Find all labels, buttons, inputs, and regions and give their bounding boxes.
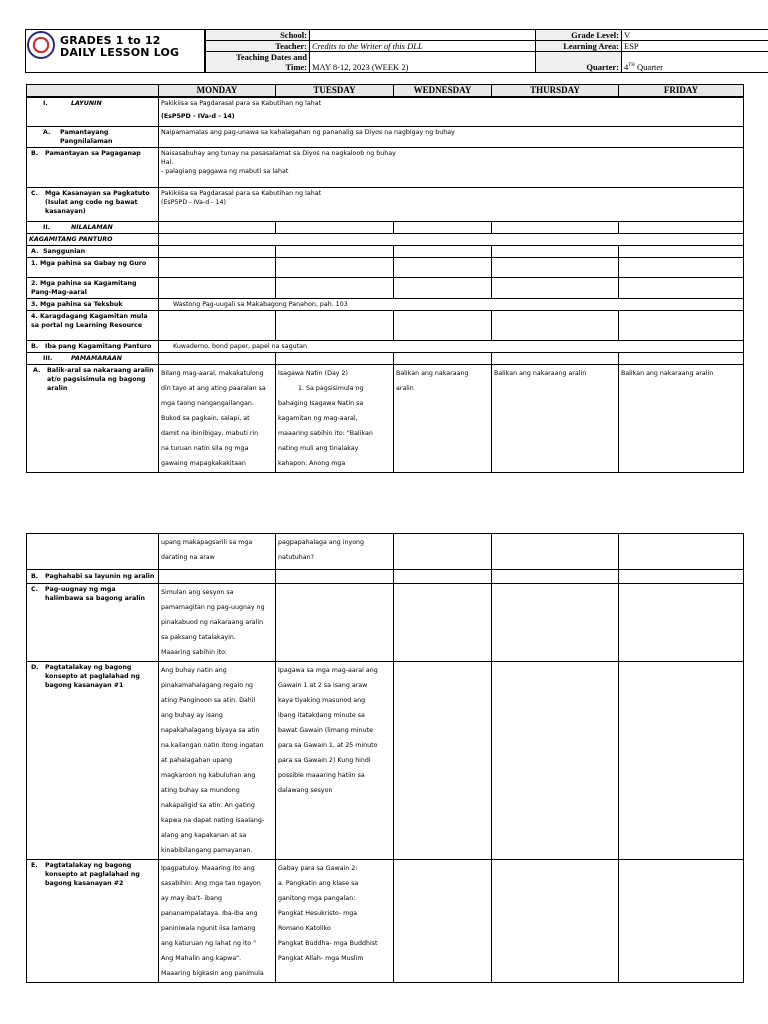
row-paghahabi-label — [27, 570, 159, 584]
layunin-content — [159, 98, 744, 127]
cell — [619, 258, 744, 278]
cell — [492, 353, 619, 365]
cont-tue-line: natutuhan? — [278, 554, 314, 561]
cell — [394, 860, 492, 983]
grade-level-value: V — [622, 30, 768, 41]
balik-monday — [159, 365, 276, 473]
cont-mon-line: darating na araw — [161, 554, 215, 561]
balik-mon-line: Bilang mag-aaral, makakatulong — [161, 370, 264, 377]
cell — [394, 662, 492, 860]
e-tue-line: Pangkat Buddha- mga Buddhist — [278, 940, 378, 947]
row-layunin-label — [27, 98, 159, 127]
c-num: C. — [31, 190, 39, 197]
cell — [276, 570, 394, 584]
school-label: School: — [206, 30, 310, 41]
cell — [276, 353, 394, 365]
row-pamamaraan-label — [27, 353, 159, 365]
a-label: Pamantayang Pangnilalaman — [60, 129, 113, 145]
cell — [492, 860, 619, 983]
cell — [619, 570, 744, 584]
cell — [159, 278, 276, 299]
cell — [159, 222, 276, 234]
lesson-table-page2 — [26, 533, 744, 983]
e-tue-line: Gabay para sa Gawain 2: — [278, 865, 358, 872]
quarter-value — [622, 52, 768, 73]
balik-tue-line: maaaring sabihin ito: "Balikan — [278, 430, 373, 437]
d-mon-line: alang ang kapakanan at sa — [161, 832, 247, 839]
cell — [492, 584, 619, 662]
cell — [619, 860, 744, 983]
iba-label: Iba pang Kagamitang Panturo — [45, 343, 152, 350]
balik-friday: Balikan ang nakaraang aralin — [619, 365, 744, 473]
cell — [492, 570, 619, 584]
cell — [394, 584, 492, 662]
d-mon-line: napakahalagang biyaya sa atin — [161, 727, 260, 734]
row-gabay-label: 1. Mga pahina sa Gabay ng Guro — [27, 258, 159, 278]
d-tue-line: possible maaaring hatiin sa — [278, 772, 365, 779]
cell — [492, 258, 619, 278]
header-info-table — [205, 29, 768, 73]
quarter-num: 4 — [624, 62, 629, 72]
cell — [492, 222, 619, 234]
e-tue-line: Pangkat Hesukristo- mga — [278, 910, 358, 917]
cont-mon-line: upang makapagsarili sa mga — [161, 539, 253, 546]
row-sanggunian-label — [27, 246, 159, 258]
balik-mon-line: din tayo at ang ating paaralan sa — [161, 385, 266, 392]
day-thursday: THURSDAY — [492, 85, 619, 97]
pagtatalakay-2-tuesday — [276, 860, 394, 983]
d-tue-line: ibang itatakdang minute sa — [278, 712, 365, 719]
d-tue-line: dalawang sesyon — [278, 787, 333, 794]
cell — [159, 258, 276, 278]
cell — [492, 534, 619, 570]
sanggunian-label: Sanggunian — [43, 248, 86, 255]
cell — [492, 662, 619, 860]
cell — [492, 278, 619, 299]
balik-tue-line: kahapon. Anong mga — [278, 460, 346, 467]
balik-wednesday — [394, 365, 492, 473]
days-corner — [27, 85, 159, 97]
p2-d-num: D. — [31, 664, 39, 671]
cell — [619, 246, 744, 258]
cell — [394, 258, 492, 278]
e-mon-line: Maaaring bigkasin ang panimula — [161, 970, 264, 977]
row-a-label — [27, 127, 159, 148]
row-iba-label — [27, 341, 159, 353]
p2-c-num: C. — [31, 586, 39, 593]
row-b-label — [27, 148, 159, 188]
c-mon-line: Maaaring sabihin ito: — [161, 649, 228, 656]
cell — [276, 246, 394, 258]
learning-area-label: Learning Area: — [536, 41, 622, 52]
p2-e-num: E. — [31, 862, 38, 869]
cell — [619, 662, 744, 860]
balik-mon-line: gawaing mapagkakakitaan — [161, 460, 246, 467]
cont-tue-line: pagpapahalaga ang inyong — [278, 539, 365, 546]
balik-tuesday — [276, 365, 394, 473]
sang-num: A. — [31, 248, 39, 255]
school-value — [310, 30, 536, 41]
cell — [394, 246, 492, 258]
d-mon-line: ating buhay sa mundong — [161, 787, 240, 794]
days-header — [26, 84, 744, 97]
a-num: A. — [43, 129, 51, 136]
b-num: B. — [31, 150, 39, 157]
layunin-code: (EsP5PD - IVa-d - 14) — [161, 113, 235, 120]
dates-label-line1: Teaching Dates and — [235, 52, 307, 62]
balik-thursday: Balikan ang nakaraang aralin — [492, 365, 619, 473]
pag-uugnay-label: Pag-uugnay ng mga halimbawa sa bagong aralin — [45, 586, 145, 602]
balik-label: Balik-aral sa nakaraang aralin at/o pagsisimula ng bagong aralin — [47, 367, 154, 392]
balik-mon-line: damit na ibinibigay, mabuti rin — [161, 430, 259, 437]
quarter-word: Quarter — [634, 62, 664, 72]
row-nilalaman-label — [27, 222, 159, 234]
dates-label-line2: Time: — [285, 62, 307, 72]
d-tue-line: Ipagawa sa mga mag-aaral ang — [278, 667, 378, 674]
cell — [394, 311, 492, 341]
cell — [394, 222, 492, 234]
cell — [276, 258, 394, 278]
balik-mon-line: mga taong nangangailangan. — [161, 400, 254, 407]
c-mon-line: Simulan ang sesyon sa — [161, 589, 234, 596]
c-text2: (EsP5PD - IVa-d - 14) — [161, 199, 226, 206]
row-kagamitang-mag-aaral-label: 2. Mga pahina sa Kagamitang Pang-Mag-aaral — [27, 278, 159, 299]
b-text2: Hal. — [161, 159, 174, 166]
p2-b-num: B. — [31, 573, 39, 580]
balik-mon-line: na turuan natin sila ng mga — [161, 445, 249, 452]
cell — [276, 278, 394, 299]
e-tue-line: a. Pangkatin ang klase sa — [278, 880, 359, 887]
day-tuesday: TUESDAY — [276, 85, 394, 97]
cell — [394, 534, 492, 570]
e-mon-line: pananampalataya. Iba-iba ang — [161, 910, 258, 917]
kagamitang-label: KAGAMITANG PANTURO — [29, 236, 113, 243]
cell — [276, 222, 394, 234]
cell — [394, 570, 492, 584]
c-mon-line: pamamagitan ng pag-uugnay ng — [161, 604, 265, 611]
row-c-label — [27, 188, 159, 222]
cell — [492, 246, 619, 258]
a-text: Naipamamalas ang pag-unawa sa kahalagahan ng pananalig sa Diyos na nagbigay ng buhay — [159, 127, 744, 148]
balik-tue-line: 1. Sa pagsisimula ng — [278, 385, 364, 392]
grade-level-label: Grade Level: — [536, 30, 622, 41]
e-mon-line: ang katuruan ng lahat ng ito " — [161, 940, 257, 947]
c-mon-line: pinakabuod ng nakaraang aralin — [161, 619, 264, 626]
teacher-label: Teacher: — [206, 41, 310, 52]
d-mon-line: Ang buhay natin ang — [161, 667, 227, 674]
nilalaman-label: NILALAMAN — [71, 224, 113, 231]
continuation-monday — [159, 534, 276, 570]
quarter-sup: TH — [628, 63, 635, 69]
layunin-num: I. — [43, 100, 48, 107]
layunin-text: Pakikiisa sa Pagdarasal para sa Kabutihan ng lahat — [161, 100, 322, 107]
balik-wed-line: aralin — [396, 385, 414, 392]
day-friday: FRIDAY — [619, 85, 744, 97]
cell — [159, 353, 276, 365]
row-kagamitang-label — [27, 234, 159, 246]
day-monday: MONDAY — [159, 85, 276, 97]
layunin-label: LAYUNIN — [71, 100, 102, 107]
balik-tue-line: Isagawa Natin (Day 2) — [278, 370, 348, 377]
d-tue-line: Gawain 1 at 2 sa isang araw — [278, 682, 368, 689]
quarter-label: Quarter: — [536, 52, 622, 73]
cell — [276, 584, 394, 662]
d-mon-line: kinabibilangang pamayanan. — [161, 847, 253, 854]
d-mon-line: magkaroon ng kabuluhan ang — [161, 772, 256, 779]
balik-mon-line: Bukod sa pagkain, salapi, at — [161, 415, 250, 422]
e-tue-line: Pangkat Allah- mga Muslim — [278, 955, 364, 962]
cell — [619, 311, 744, 341]
iba-num: B. — [31, 343, 39, 350]
e-tue-line: Romano Katoliko — [278, 925, 331, 932]
b-text1: Naisasabuhay ang tunay na pasasalamat sa Diyos na nagkaloob ng buhay — [161, 150, 396, 157]
d-mon-line: nakapaligid sa atin. An gating — [161, 802, 255, 809]
deped-seal-icon — [27, 31, 55, 59]
c-label: Mga Kasanayan sa Pagkatuto (Isulat ang code ng bawat kasanayan) — [45, 190, 150, 215]
row-pagtatalakay-2-label — [27, 860, 159, 983]
d-tue-line: para sa Gawain 2) Kung hindi — [278, 757, 371, 764]
pagtatalakay-1-monday — [159, 662, 276, 860]
b-content — [159, 148, 744, 188]
row-teksbuk-label: 3. Mga pahina sa Teksbuk — [27, 299, 159, 311]
balik-wed-line: Balikan ang nakaraang — [396, 370, 469, 377]
pagtatalakay-2-monday — [159, 860, 276, 983]
learning-area-value: ESP — [622, 41, 768, 52]
cell — [619, 584, 744, 662]
e-mon-line: ay may iba't- ibang — [161, 895, 222, 902]
e-tue-line: ganitong mga pangalan: — [278, 895, 356, 902]
balik-num: A. — [33, 367, 41, 374]
b-text3: - palagiang paggawa ng mabuti sa lahat — [161, 168, 289, 175]
ii-num: II. — [43, 224, 51, 231]
teacher-value: Credits to the Writer of this DLL — [310, 41, 536, 52]
d-mon-line: ating Panginoon sa atin. Dahil — [161, 697, 256, 704]
e-mon-line: Ipagpatuloy. Maaaring ito ang — [161, 865, 255, 872]
e-mon-line: Ang Mahalin ang kapwa". — [161, 955, 242, 962]
cell — [619, 353, 744, 365]
d-mon-line: pinakamahalagang regalo ng — [161, 682, 254, 689]
title-line-1: GRADES 1 to 12 — [60, 34, 161, 47]
lesson-table-page1 — [26, 97, 744, 473]
cell — [276, 311, 394, 341]
balik-tue-line: kagamitan ng mag-aaral, — [278, 415, 358, 422]
d-mon-line: na kailangan natin itong ingatan — [161, 742, 264, 749]
continuation-tuesday — [276, 534, 394, 570]
c-mon-line: sa paksang tatalakayin. — [161, 634, 236, 641]
e-mon-line: paniniwala ngunit iisa lamang — [161, 925, 256, 932]
cell — [159, 311, 276, 341]
cell — [619, 222, 744, 234]
c-content — [159, 188, 744, 222]
cell — [394, 278, 492, 299]
cell — [159, 246, 276, 258]
paghahabi-label: Paghahabi sa layunin ng aralin — [45, 573, 155, 580]
pag-uugnay-monday — [159, 584, 276, 662]
day-wednesday: WEDNESDAY — [394, 85, 492, 97]
iii-num: III. — [43, 355, 53, 362]
pagtatalakay-2-label: Pagtatalakay ng bagong konsepto at paglalahad ng bagong kasanayan #2 — [45, 862, 140, 887]
title-line-2: DAILY LESSON LOG — [60, 46, 180, 59]
cell — [394, 353, 492, 365]
row-pagtatalakay-1-label — [27, 662, 159, 860]
dates-label — [206, 52, 310, 73]
c-text1: Pakikiisa sa Pagdarasal para sa Kabutihan ng lahat — [161, 190, 322, 197]
cell — [619, 278, 744, 299]
row-karagdagang-label: 4. Karagdagang Kagamitan mula sa portal ng Learning Resource — [27, 311, 159, 341]
cell — [492, 311, 619, 341]
b-label: Pamantayan sa Pagaganap — [45, 150, 141, 157]
teksbuk-text: Wastong Pag-uugali sa Makabagong Panahon, pah. 103 — [159, 299, 744, 311]
cell — [619, 534, 744, 570]
balik-tue-line: nating muli ang tinalakay — [278, 445, 359, 452]
d-tue-line: kaya tiyaking masunod ang — [278, 697, 366, 704]
iba-text: Kuwaderno, bond paper, papel na sagutan — [159, 341, 744, 353]
cell — [159, 234, 744, 246]
row-balik-aral-label — [27, 365, 159, 473]
d-tue-line: bawat Gawain (limang minute — [278, 727, 373, 734]
e-mon-line: sasabihin: Ang mga tao ngayon — [161, 880, 261, 887]
dates-value: MAY 8-12, 2023 (WEEK 2) — [310, 52, 536, 73]
d-mon-line: ang buhay ay isang — [161, 712, 223, 719]
row-pag-uugnay-label — [27, 584, 159, 662]
d-mon-line: at pahalagahan upang — [161, 757, 233, 764]
d-tue-line: para sa Gawain 1, at 25 minuto — [278, 742, 378, 749]
cell — [27, 534, 159, 570]
pamamaraan-label: PAMAMARAAN — [71, 355, 123, 362]
d-mon-line: kapwa na dapat nating isaalang- — [161, 817, 265, 824]
pagtatalakay-1-tuesday — [276, 662, 394, 860]
cell — [159, 570, 276, 584]
balik-tue-line: bahaging Isagawa Natin sa — [278, 400, 364, 407]
pagtatalakay-1-label: Pagtatalakay ng bagong konsepto at paglalahad ng bagong kasanayan #1 — [45, 664, 140, 689]
